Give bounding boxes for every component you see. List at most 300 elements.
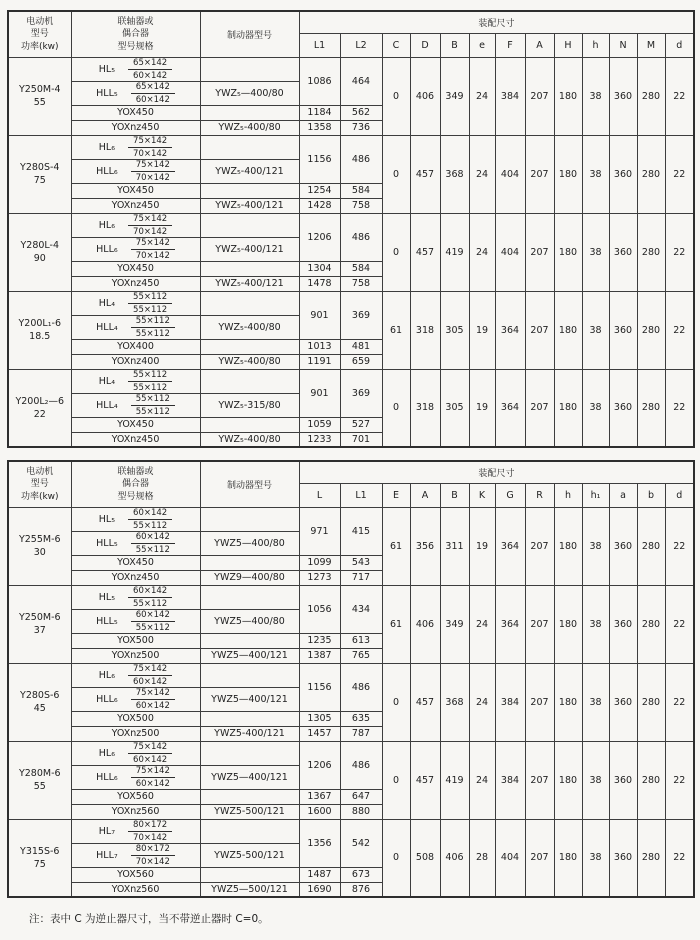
header-motor-line: 型号 xyxy=(30,479,49,489)
size-bottom: 55×112 xyxy=(133,304,168,315)
brake-model-cell: YWZ₅-400/121 xyxy=(200,198,299,213)
motor-model: Y280S-4 xyxy=(20,162,60,173)
header-brake: 制动器型号 xyxy=(200,461,299,507)
dim-header: N xyxy=(609,33,637,57)
dim-cell: 38 xyxy=(582,741,609,819)
length-cell: 1184 xyxy=(299,105,340,120)
coupling-type-label: HLL₆ xyxy=(96,243,118,255)
table-row xyxy=(8,663,694,687)
length-cell: 1233 xyxy=(299,432,340,447)
dim-cell: 180 xyxy=(554,741,582,819)
dim-cell: 22 xyxy=(665,213,694,291)
brake-model-cell xyxy=(200,507,299,531)
brake-model-cell: YWZ₅-400/80 xyxy=(200,354,299,369)
motor-model: Y280S-6 xyxy=(20,690,60,701)
coupling-cell xyxy=(71,237,200,261)
dim-cell: 22 xyxy=(665,507,694,585)
brake-model-cell: YWZ₅-400/121 xyxy=(200,276,299,291)
dim-cell: 38 xyxy=(582,507,609,585)
coupling-type-label: HLL₄ xyxy=(96,321,118,333)
coupling-size-fraction xyxy=(131,532,175,555)
brake-model-cell xyxy=(200,555,299,570)
table-row xyxy=(8,507,694,531)
dim-cell: 280 xyxy=(637,507,665,585)
motor-power-kw: 37 xyxy=(33,625,46,636)
coupling-cell xyxy=(71,819,200,843)
length-cell: 1457 xyxy=(299,726,340,741)
coupling-type-label: HL₆ xyxy=(98,141,116,153)
coupling-cell xyxy=(71,159,200,183)
coupling-type-label: HLL₆ xyxy=(96,693,118,705)
coupling-size-fraction xyxy=(128,508,172,531)
length-cell: 1487 xyxy=(299,867,340,882)
dim-cell: 180 xyxy=(554,507,582,585)
dim-cell: 38 xyxy=(582,57,609,135)
dim-cell: 28 xyxy=(469,819,495,897)
brake-model-cell xyxy=(200,135,299,159)
header-assembly-dims: 装配尺寸 xyxy=(299,461,694,483)
brake-model-cell xyxy=(200,183,299,198)
dim-cell: 318 xyxy=(410,369,440,447)
brake-model-cell: YWZ₅-400/80 xyxy=(200,432,299,447)
length-cell: 542 xyxy=(340,819,382,867)
dim-cell: 38 xyxy=(582,135,609,213)
brake-model-cell: YWZ9—400/80 xyxy=(200,570,299,585)
dim-cell: 19 xyxy=(469,369,495,447)
length-cell: 1206 xyxy=(299,213,340,261)
motor-model: Y315S-6 xyxy=(20,845,60,857)
dim-cell: 24 xyxy=(469,585,495,663)
length-cell: 486 xyxy=(340,741,382,789)
size-top: 55×112 xyxy=(128,370,172,382)
dim-cell: 207 xyxy=(525,507,554,585)
dim-cell: 356 xyxy=(410,507,440,585)
dim-cell: 349 xyxy=(440,585,469,663)
dim-cell: 368 xyxy=(440,135,469,213)
brake-model-cell xyxy=(200,369,299,393)
coupling-cell: YOX450 xyxy=(71,417,200,432)
coupling-type-label: HLL₆ xyxy=(96,165,118,177)
size-bottom: 55×112 xyxy=(133,520,168,531)
size-bottom: 70×142 xyxy=(135,856,170,867)
coupling-spec xyxy=(72,688,200,711)
coupling-size-fraction xyxy=(128,820,172,843)
motor-cell xyxy=(8,57,71,135)
dim-cell: 280 xyxy=(637,369,665,447)
brake-model-cell xyxy=(200,57,299,81)
brake-model-cell xyxy=(200,633,299,648)
coupling-size-fraction xyxy=(128,586,172,609)
dim-cell: 360 xyxy=(609,741,637,819)
dim-cell: 24 xyxy=(469,213,495,291)
header-motor-line: 电动机 xyxy=(26,466,54,477)
coupling-cell xyxy=(71,213,200,237)
dim-cell: 38 xyxy=(582,663,609,741)
coupling-spec xyxy=(72,664,200,687)
motor-model: Y255M-6 xyxy=(18,534,61,545)
dim-cell: 305 xyxy=(440,291,469,369)
size-bottom: 55×112 xyxy=(135,406,170,417)
brake-model-cell xyxy=(200,105,299,120)
table-row xyxy=(8,741,694,765)
header-motor-line: 功率(kw) xyxy=(20,41,59,52)
length-cell: 481 xyxy=(340,339,382,354)
length-cell: 486 xyxy=(340,213,382,261)
header-brake: 制动器型号 xyxy=(200,11,299,57)
length-cell: 1690 xyxy=(299,882,340,897)
brake-model-cell: YWZ5—400/80 xyxy=(200,531,299,555)
header-coupling-line: 联轴器或 xyxy=(117,466,154,477)
dim-header: L xyxy=(299,483,340,507)
size-bottom: 60×142 xyxy=(135,778,170,789)
dim-header: H xyxy=(554,33,582,57)
coupling-spec xyxy=(72,586,200,609)
coupling-cell xyxy=(71,57,200,81)
dim-cell: 207 xyxy=(525,291,554,369)
coupling-size-fraction xyxy=(131,316,175,339)
coupling-size-fraction xyxy=(131,160,175,183)
dim-cell: 368 xyxy=(440,663,469,741)
dim-cell: 38 xyxy=(582,213,609,291)
motor-power-kw: 75 xyxy=(33,858,46,870)
motor-power-kw: 55 xyxy=(33,781,46,792)
size-top: 75×142 xyxy=(128,136,172,148)
coupling-cell: YOXnz400 xyxy=(71,354,200,369)
brake-model-cell xyxy=(200,339,299,354)
dim-header: G xyxy=(495,483,525,507)
coupling-type-label: HL₄ xyxy=(98,297,116,309)
length-cell: 1156 xyxy=(299,663,340,711)
motor-power-kw: 45 xyxy=(33,703,46,714)
length-cell: 1254 xyxy=(299,183,340,198)
dim-cell: 22 xyxy=(665,741,694,819)
brake-model-cell xyxy=(200,585,299,609)
size-top: 75×142 xyxy=(128,742,172,754)
dim-header: d xyxy=(665,33,694,57)
size-top: 75×142 xyxy=(128,664,172,676)
dim-cell: 419 xyxy=(440,741,469,819)
coupling-size-fraction xyxy=(131,82,175,105)
length-cell: 901 xyxy=(299,369,340,417)
table-row xyxy=(8,585,694,609)
dim-cell: 360 xyxy=(609,57,637,135)
motor-cell xyxy=(8,291,71,369)
motor-model: Y280M-6 xyxy=(18,768,61,779)
motor-cell xyxy=(8,663,71,741)
length-cell: 1206 xyxy=(299,741,340,789)
length-cell: 584 xyxy=(340,261,382,276)
coupling-size-fraction xyxy=(128,214,172,237)
dim-cell: 384 xyxy=(495,57,525,135)
size-top: 60×142 xyxy=(131,532,175,544)
brake-model-cell: YWZ5—400/121 xyxy=(200,687,299,711)
coupling-type-label: HLL₄ xyxy=(96,399,118,411)
coupling-size-fraction xyxy=(128,292,172,315)
length-cell: 647 xyxy=(340,789,382,804)
length-cell: 1059 xyxy=(299,417,340,432)
coupling-cell: YOX450 xyxy=(71,261,200,276)
motor-cell xyxy=(8,135,71,213)
length-cell: 1086 xyxy=(299,57,340,105)
header-motor xyxy=(8,461,71,507)
coupling-cell: YOXnz450 xyxy=(71,276,200,291)
dim-cell: 180 xyxy=(554,369,582,447)
table-body xyxy=(8,57,694,447)
motor-cell xyxy=(8,585,71,663)
coupling-cell xyxy=(71,531,200,555)
header-coupling-line: 偶合器 xyxy=(121,479,149,489)
coupling-cell xyxy=(71,369,200,393)
dim-header: R xyxy=(525,483,554,507)
length-cell: 543 xyxy=(340,555,382,570)
dim-cell: 0 xyxy=(382,369,410,447)
coupling-size-fraction xyxy=(131,394,175,417)
length-cell: 1013 xyxy=(299,339,340,354)
dim-cell: 457 xyxy=(410,213,440,291)
dim-cell: 24 xyxy=(469,135,495,213)
size-top: 55×112 xyxy=(131,394,175,406)
header-row-top xyxy=(8,11,694,33)
length-cell: 736 xyxy=(340,120,382,135)
length-cell: 1387 xyxy=(299,648,340,663)
coupling-size-fraction xyxy=(128,370,172,393)
length-cell: 584 xyxy=(340,183,382,198)
size-bottom: 70×142 xyxy=(135,250,170,261)
coupling-type-label: HL₅ xyxy=(98,63,116,75)
dim-cell: 364 xyxy=(495,291,525,369)
table-row xyxy=(8,819,694,843)
coupling-spec xyxy=(72,742,200,765)
dim-cell: 406 xyxy=(410,57,440,135)
brake-model-cell: YWZ5-500/121 xyxy=(200,804,299,819)
size-top: 80×172 xyxy=(131,844,175,856)
length-cell: 717 xyxy=(340,570,382,585)
length-cell: 1304 xyxy=(299,261,340,276)
length-cell: 1367 xyxy=(299,789,340,804)
length-cell: 562 xyxy=(340,105,382,120)
coupling-type-label: HLL₇ xyxy=(96,849,118,861)
brake-model-cell: YWZ₅-400/121 xyxy=(200,237,299,261)
coupling-cell xyxy=(71,765,200,789)
motor-coupling-brake-table-1 xyxy=(7,10,695,448)
coupling-type-label: HL₄ xyxy=(98,375,116,387)
coupling-cell: YOXnz500 xyxy=(71,726,200,741)
dim-cell: 207 xyxy=(525,819,554,897)
coupling-type-label: HL₅ xyxy=(98,591,116,603)
motor-cell xyxy=(8,819,71,897)
dim-cell: 360 xyxy=(609,585,637,663)
coupling-cell xyxy=(71,585,200,609)
coupling-size-fraction xyxy=(131,844,175,867)
dim-cell: 280 xyxy=(637,57,665,135)
length-cell: 635 xyxy=(340,711,382,726)
motor-power-kw: 55 xyxy=(33,97,46,108)
dim-header: L1 xyxy=(340,483,382,507)
brake-model-cell xyxy=(200,417,299,432)
coupling-cell xyxy=(71,291,200,315)
coupling-spec xyxy=(72,508,200,531)
size-bottom: 60×142 xyxy=(135,700,170,711)
coupling-size-fraction xyxy=(128,58,172,81)
coupling-size-fraction xyxy=(128,664,172,687)
size-bottom: 60×142 xyxy=(133,676,168,687)
dim-header: A xyxy=(525,33,554,57)
size-top: 80×172 xyxy=(128,820,172,832)
table-row xyxy=(8,291,694,315)
dim-cell: 22 xyxy=(665,369,694,447)
dim-header: e xyxy=(469,33,495,57)
length-cell: 787 xyxy=(340,726,382,741)
coupling-cell xyxy=(71,687,200,711)
dim-cell: 38 xyxy=(582,585,609,663)
brake-model-cell xyxy=(200,291,299,315)
dim-cell: 207 xyxy=(525,741,554,819)
length-cell: 673 xyxy=(340,867,382,882)
footnote: 注：表中 C 为逆止器尺寸，当不带逆止器时 C=0。 xyxy=(29,913,269,925)
coupling-cell: YOXnz450 xyxy=(71,120,200,135)
coupling-cell xyxy=(71,81,200,105)
brake-model-cell: YWZ5-500/121 xyxy=(200,843,299,867)
size-top: 55×112 xyxy=(131,316,175,328)
header-row-top xyxy=(8,461,694,483)
dim-header: B xyxy=(440,33,469,57)
dim-cell: 384 xyxy=(495,741,525,819)
coupling-spec xyxy=(72,532,200,555)
dim-cell: 24 xyxy=(469,57,495,135)
coupling-spec xyxy=(72,844,200,867)
header-motor-line: 电动机 xyxy=(26,16,54,27)
coupling-spec xyxy=(72,610,200,633)
motor-cell xyxy=(8,369,71,447)
table-row xyxy=(8,213,694,237)
dim-cell: 318 xyxy=(410,291,440,369)
dim-cell: 404 xyxy=(495,819,525,897)
dim-cell: 0 xyxy=(382,819,410,897)
size-bottom: 70×142 xyxy=(133,148,168,159)
length-cell: 415 xyxy=(340,507,382,555)
coupling-type-label: HL₆ xyxy=(98,219,116,231)
dim-cell: 364 xyxy=(495,585,525,663)
dim-header: b xyxy=(637,483,665,507)
length-cell: 1056 xyxy=(299,585,340,633)
coupling-type-label: HL₆ xyxy=(98,669,116,681)
dim-header: d xyxy=(665,483,694,507)
length-cell: 880 xyxy=(340,804,382,819)
coupling-size-fraction xyxy=(128,742,172,765)
dim-cell: 22 xyxy=(665,819,694,897)
dim-cell: 364 xyxy=(495,507,525,585)
length-cell: 1191 xyxy=(299,354,340,369)
dim-header: C xyxy=(382,33,410,57)
dim-header: M xyxy=(637,33,665,57)
dim-header: B xyxy=(440,483,469,507)
size-bottom: 60×142 xyxy=(133,754,168,765)
coupling-cell: YOXnz450 xyxy=(71,570,200,585)
coupling-type-label: HLL₅ xyxy=(96,537,118,549)
motor-coupling-brake-table-2 xyxy=(7,460,695,898)
dim-cell: 207 xyxy=(525,57,554,135)
dim-cell: 180 xyxy=(554,663,582,741)
dim-cell: 180 xyxy=(554,57,582,135)
coupling-cell: YOX450 xyxy=(71,183,200,198)
dim-cell: 280 xyxy=(637,741,665,819)
motor-model: Y200L₂—6 xyxy=(15,395,65,407)
dim-cell: 360 xyxy=(609,291,637,369)
dim-cell: 406 xyxy=(410,585,440,663)
motor-power-kw: 30 xyxy=(33,547,46,558)
dim-header: a xyxy=(609,483,637,507)
size-top: 65×142 xyxy=(131,82,175,94)
header-coupling-line: 偶合器 xyxy=(121,29,149,39)
dim-cell: 180 xyxy=(554,135,582,213)
dim-header: L2 xyxy=(340,33,382,57)
length-cell: 527 xyxy=(340,417,382,432)
dim-cell: 22 xyxy=(665,291,694,369)
length-cell: 1235 xyxy=(299,633,340,648)
size-top: 60×142 xyxy=(131,610,175,622)
length-cell: 1600 xyxy=(299,804,340,819)
dim-cell: 280 xyxy=(637,663,665,741)
dim-header: A xyxy=(410,483,440,507)
coupling-size-fraction xyxy=(131,238,175,261)
length-cell: 1099 xyxy=(299,555,340,570)
coupling-cell xyxy=(71,609,200,633)
size-top: 60×142 xyxy=(128,586,172,598)
coupling-spec xyxy=(72,766,200,789)
size-bottom: 55×112 xyxy=(135,544,170,555)
dim-cell: 207 xyxy=(525,135,554,213)
dim-header: h₁ xyxy=(582,483,609,507)
dim-cell: 207 xyxy=(525,369,554,447)
dim-cell: 180 xyxy=(554,819,582,897)
dim-cell: 349 xyxy=(440,57,469,135)
brake-model-cell: YWZ5—400/121 xyxy=(200,765,299,789)
dim-cell: 406 xyxy=(440,819,469,897)
length-cell: 613 xyxy=(340,633,382,648)
motor-cell xyxy=(8,741,71,819)
dim-header: D xyxy=(410,33,440,57)
brake-model-cell xyxy=(200,261,299,276)
header-assembly-dims: 装配尺寸 xyxy=(299,11,694,33)
coupling-cell xyxy=(71,393,200,417)
dim-cell: 207 xyxy=(525,585,554,663)
size-bottom: 55×112 xyxy=(133,598,168,609)
coupling-cell xyxy=(71,843,200,867)
dim-cell: 280 xyxy=(637,585,665,663)
dim-cell: 24 xyxy=(469,663,495,741)
coupling-type-label: HL₇ xyxy=(98,825,116,837)
coupling-cell xyxy=(71,741,200,765)
header-motor xyxy=(8,11,71,57)
coupling-cell: YOX560 xyxy=(71,867,200,882)
coupling-spec xyxy=(72,370,200,393)
brake-model-cell: YWZ5-400/121 xyxy=(200,726,299,741)
length-cell: 971 xyxy=(299,507,340,555)
length-cell: 1478 xyxy=(299,276,340,291)
dim-cell: 22 xyxy=(665,57,694,135)
size-top: 75×142 xyxy=(128,214,172,226)
length-cell: 369 xyxy=(340,291,382,339)
dim-header: F xyxy=(495,33,525,57)
dim-cell: 280 xyxy=(637,135,665,213)
coupling-spec xyxy=(72,214,200,237)
brake-model-cell xyxy=(200,867,299,882)
brake-model-cell: YWZ₅-315/80 xyxy=(200,393,299,417)
dim-header: K xyxy=(469,483,495,507)
size-bottom: 70×142 xyxy=(133,832,168,843)
size-bottom: 60×142 xyxy=(133,70,168,81)
motor-power-kw: 22 xyxy=(33,408,46,420)
